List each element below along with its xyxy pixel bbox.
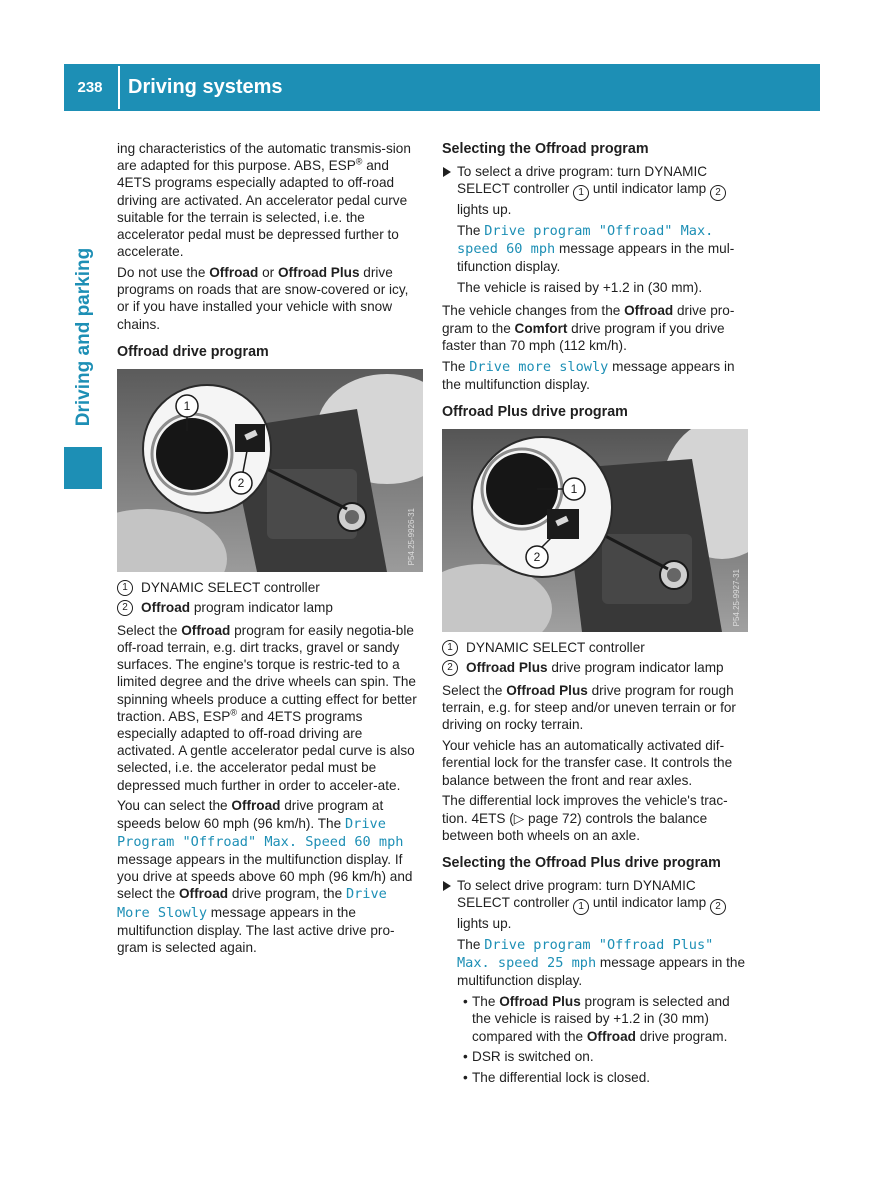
bullet-item: • The differential lock is closed. — [463, 1070, 651, 1086]
callout-number: 2 — [117, 600, 133, 616]
select-offroad-paragraph: Select the Offroad program for easily negotia-ble off-road terrain, e.g. dirt tracks, gravel or sandy surfaces. The engine's torque is restric-ted to a limited degree and the drive wheels can spin. The spinning wheels produce a cutting effect for better traction. ABS, ESP® and 4ETS programs especially adapted to off-road driving are activated. A gentle accelerator pedal curve is also selected, i.e. the accelerator pedal must be depressed much further in order to acceler-ate. — [117, 622, 417, 793]
svg-text:1: 1 — [570, 482, 578, 497]
display-message: Drive program "Offroad" Max. speed 60 mph — [457, 223, 714, 258]
console-illustration — [117, 369, 423, 572]
svg-text:1: 1 — [183, 398, 191, 413]
page-reference-link[interactable]: ▷ page 72 — [513, 810, 578, 826]
message-note: The Drive program "Offroad" Max. speed 60 mph message appears in the mul-tifunction display. — [457, 223, 735, 275]
raised-note: The vehicle is raised by +1.2 in (30 mm). — [457, 280, 703, 296]
traction-paragraph: The differential lock improves the vehicle's trac-tion. 4ETS (▷ page 72) controls the balance between both wheels on an axle. — [442, 793, 728, 843]
instruction-step: To select drive program: turn DYNAMIC SELECT controller 1 until indicator lamp 2 lights up. — [442, 877, 748, 932]
display-message: Drive Program "Offroad" Max. Speed 60 mph — [117, 815, 404, 850]
page-title: Driving systems — [128, 76, 283, 98]
side-tab-marker — [64, 447, 102, 489]
right-column — [442, 140, 748, 1090]
instruction-step: To select a drive program: turn DYNAMIC SELECT controller 1 until indicator lamp 2 lights up. — [442, 163, 748, 218]
display-message: Drive More Slowly — [117, 886, 387, 921]
selecting-offroad-heading: Selecting the Offroad program — [442, 141, 649, 157]
legend-item: 1 DYNAMIC SELECT controller — [442, 639, 748, 656]
console-illustration — [442, 429, 748, 632]
change-paragraph: The vehicle changes from the Offroad drive pro-gram to the Comfort drive program if you drive faster than 70 mph (112 km/h). — [442, 303, 735, 353]
svg-text:2: 2 — [533, 550, 541, 565]
legend-item: 2 Offroad program indicator lamp — [117, 599, 423, 616]
bullet-item: • The Offroad Plus program is selected and the vehicle is raised by +1.2 in (30 mm) compared with the Offroad drive program. — [463, 994, 730, 1044]
step-arrow-icon — [443, 881, 451, 891]
photo-code: P54.25-9927-31 — [731, 568, 741, 627]
intro-paragraph: ing characteristics of the automatic transmis-sion are adapted for this purpose. ABS, ESP® and 4ETS programs especially adapted to off-road driving are activated. An accelerator pedal curve suitable for the terrain is selected, i.e. the accelerator pedal must be depressed further to accelerate. — [117, 141, 411, 260]
header-divider — [118, 66, 120, 109]
display-message: Drive more slowly — [469, 358, 609, 375]
display-message: Drive program "Offroad Plus" Max. speed 25 mph — [457, 937, 714, 972]
offroad-plus-heading: Offroad Plus drive program — [442, 404, 628, 421]
side-tab-label — [64, 237, 104, 437]
selecting-offroad-plus-heading: Selecting the Offroad Plus drive program — [442, 855, 721, 872]
slowly-paragraph: The Drive more slowly message appears in the multifunction display. — [442, 358, 735, 392]
step-arrow-icon — [443, 167, 451, 177]
callout-ref: 2 — [710, 899, 726, 915]
callout-number: 2 — [442, 660, 458, 676]
offroad-plus-photo — [442, 429, 748, 632]
message-note: The Drive program "Offroad Plus" Max. speed 25 mph message appears in the multifunction display. — [457, 937, 746, 989]
bullet-dot-icon: • — [463, 1070, 468, 1086]
callout-number: 1 — [117, 580, 133, 596]
left-column — [117, 140, 423, 960]
callout-number: 1 — [442, 640, 458, 656]
offroad-photo — [117, 369, 423, 572]
page-number: 238 — [77, 79, 103, 96]
offroad-heading: Offroad drive program — [117, 343, 269, 360]
legend-item: 2 Offroad Plus drive program indicator lamp — [442, 659, 748, 676]
callout-ref: 1 — [573, 185, 589, 201]
warning-paragraph: Do not use the Offroad or Offroad Plus drive programs on roads that are snow-covered or icy, or if you have installed your vehicle with snow chains. — [117, 265, 409, 332]
photo-code: P54.25-9926-31 — [406, 508, 416, 566]
callout-ref: 1 — [573, 899, 589, 915]
speed-paragraph: You can select the Offroad drive program at speeds below 60 mph (96 km/h). The Drive Program "Offroad" Max. Speed 60 mph message appears in the multifunction display. If you drive at speeds above 60 mph (96 km/h) and select the Offroad drive program, the Drive More Slowly message appears in the multifunction display. The last active drive pro-gram is selected again. — [117, 798, 413, 956]
legend-item: 1 DYNAMIC SELECT controller — [117, 579, 423, 596]
select-plus-paragraph: Select the Offroad Plus drive program for rough terrain, e.g. for steep and/or uneven terrain or for driving on rocky terrain. — [442, 683, 736, 733]
bullet-dot-icon: • — [463, 1049, 468, 1065]
side-tab-text: Driving and parking — [73, 247, 94, 427]
bullet-dot-icon: • — [463, 994, 468, 1010]
svg-text:2: 2 — [237, 475, 245, 490]
page-header — [64, 64, 820, 111]
differential-lock-paragraph: Your vehicle has an automatically activated dif-ferential lock for the transfer case. It controls the balance between the front and rear axles. — [442, 738, 733, 788]
callout-ref: 2 — [710, 185, 726, 201]
bullet-item: • DSR is switched on. — [463, 1049, 594, 1065]
